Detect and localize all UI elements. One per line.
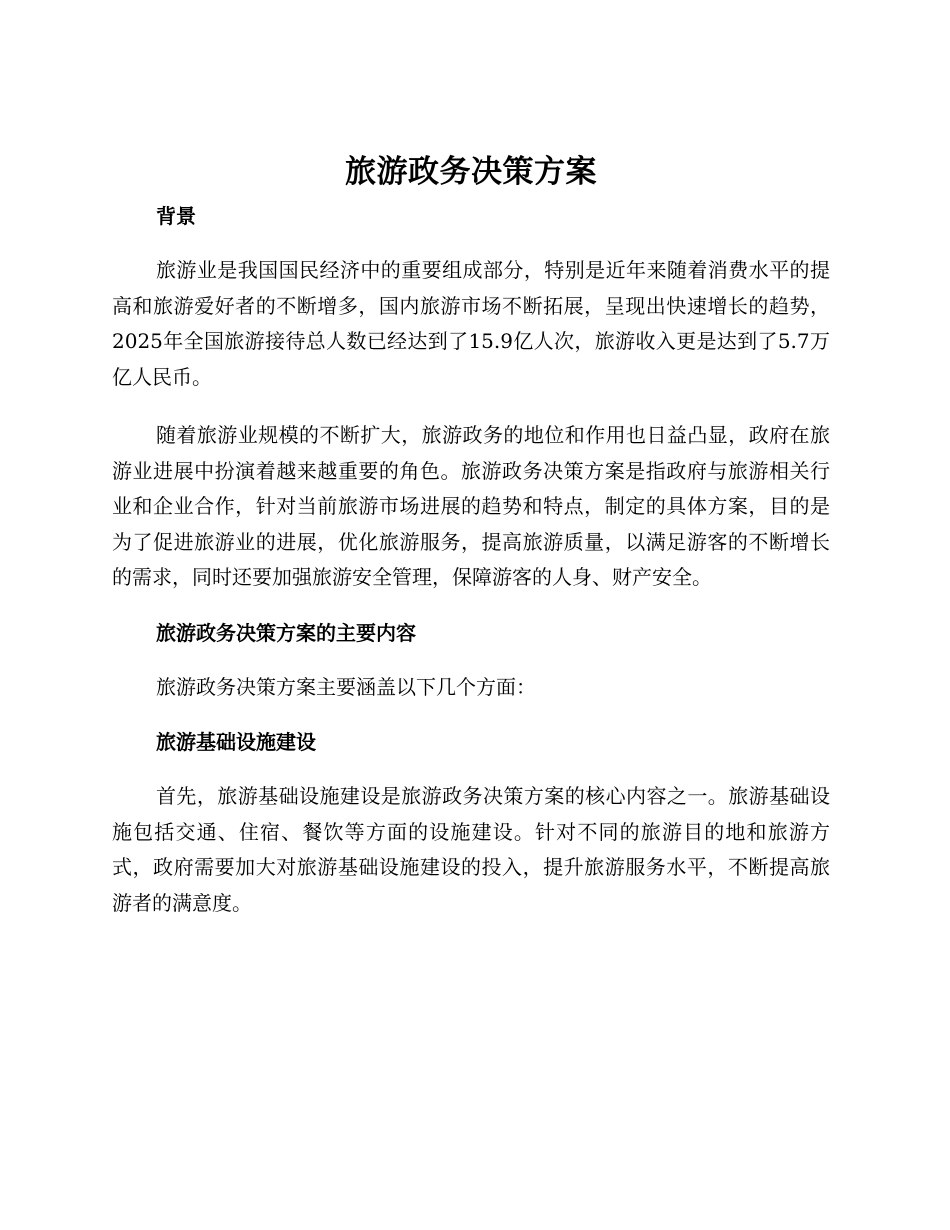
section-heading-infrastructure: 旅游基础设施建设 [156,730,316,754]
paragraph-infrastructure-1: 首先，旅游基础设施建设是旅游政务决策方案的核心内容之一。旅游基础设施包括交通、住宿、餐饮等方面的设施建设。针对不同的旅游目的地和旅游方式，政府需要加大对旅游基础设施建设的投入，提升旅游服务水平，不断提高旅游者的满意度。 [112,784,830,915]
section-heading-background: 背景 [156,204,196,228]
paragraph-background-2: 随着旅游业规模的不断扩大，旅游政务的地位和作用也日益凸显，政府在旅游业进展中扮演着越来越重要的角色。旅游政务决策方案是指政府与旅游相关行业和企业合作，针对当前旅游市场进展的趋势和特点，制定的具体方案，目的是为了促进旅游业的进展，优化旅游服务，提高旅游质量，以满足游客的不断增长的需求，同时还要加强旅游安全管理，保障游客的人身、财产安全。 [112,423,830,589]
paragraph-background-1: 旅游业是我国国民经济中的重要组成部分，特别是近年来随着消费水平的提高和旅游爱好者的不断增多，国内旅游市场不断拓展，呈现出快速增长的趋势，2025年全国旅游接待总人数已经达到了15.9亿人次，旅游收入更是达到了5.7万亿人民币。 [112,258,830,389]
paragraph-main-content-intro: 旅游政务决策方案主要涵盖以下几个方面： [156,674,536,699]
document-title: 旅游政务决策方案 [345,154,597,190]
section-heading-main-content: 旅游政务决策方案的主要内容 [156,620,416,645]
document-page [112,150,830,944]
